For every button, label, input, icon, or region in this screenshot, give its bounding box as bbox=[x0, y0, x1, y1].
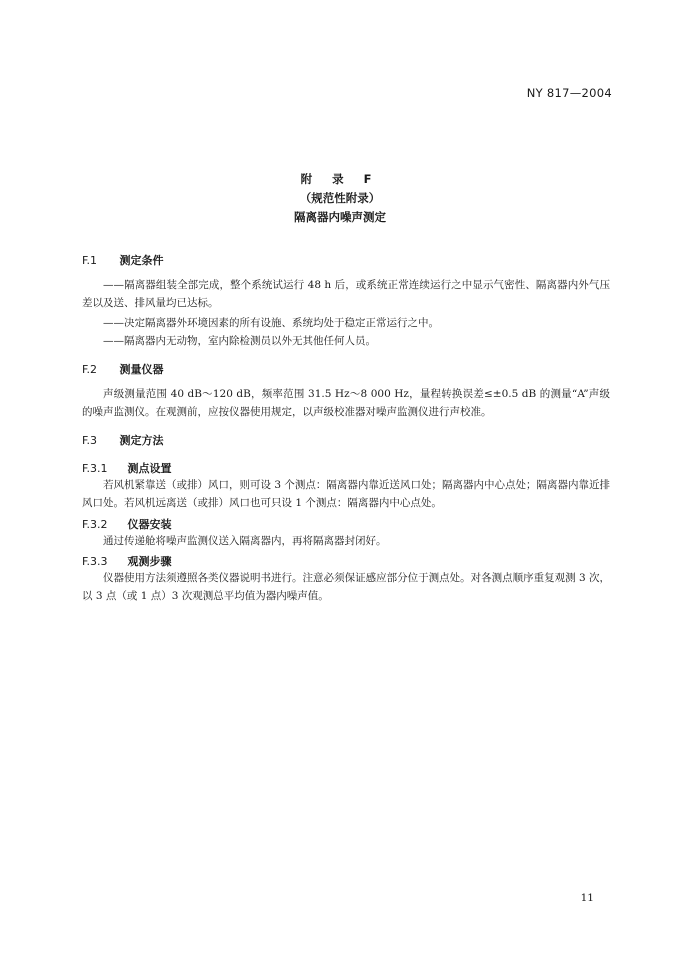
section-heading-f2 bbox=[82, 361, 164, 377]
page-number: 11 bbox=[580, 892, 594, 904]
section-number: F.3 bbox=[82, 434, 98, 447]
appendix-title: 附 录 F bbox=[300, 172, 380, 186]
section-number: F.3.1 bbox=[82, 462, 108, 475]
section-number: F.2 bbox=[82, 363, 98, 376]
section-heading-f3 bbox=[82, 432, 164, 448]
paragraph: 仪器使用方法须遵照各类仪器说明书进行。注意必须保证感应部分位于测点处。对各测点顺序重复观测 3 次，以 3 点（或 1 点）3 次观测总平均值为器内噪声值。 bbox=[82, 572, 610, 602]
section-heading-f1 bbox=[82, 252, 164, 268]
section-number: F.3.3 bbox=[82, 555, 108, 568]
paragraph: ——决定隔离器外环境因素的所有设施、系统均处于稳定正常运行之中。 bbox=[103, 317, 439, 329]
section-heading-f3-2 bbox=[82, 516, 172, 532]
paragraph: ——隔离器组装全部完成，整个系统试运行 48 h 后，或系统正常连续运行之中显示气密性、隔离器内外气压差以及送、排风量均已达标。 bbox=[82, 279, 610, 309]
section-title: 仪器安装 bbox=[127, 518, 172, 531]
section-title: 测定条件 bbox=[119, 254, 164, 267]
standard-code: NY 817—2004 bbox=[526, 86, 612, 100]
section-heading-f3-1 bbox=[82, 460, 172, 476]
appendix-name: 隔离器内噪声测定 bbox=[294, 210, 386, 224]
paragraph: 若风机紧靠送（或排）风口，则可设 3 个测点：隔离器内靠近送风口处；隔离器内中心点处；隔离器内靠近排风口处。若风机远离送（或排）风口也可只设 1 个测点：隔离器内中心点处。 bbox=[82, 479, 610, 509]
paragraph: ——隔离器内无动物，室内除检测员以外无其他任何人员。 bbox=[103, 335, 376, 347]
section-title: 测量仪器 bbox=[119, 363, 164, 376]
section-heading-f3-3 bbox=[82, 553, 172, 569]
section-number: F.3.2 bbox=[82, 518, 108, 531]
paragraph: 声级测量范围 40 dB～120 dB，频率范围 31.5 Hz～8 000 Hz，量程转换误差≤±0.5 dB 的测量“A”声级的噪声监测仪。在观测前，应按仪器使用规定，以声级校准器对噪声监测仪进行声校准。 bbox=[82, 388, 610, 418]
section-title: 测定方法 bbox=[119, 434, 164, 447]
section-number: F.1 bbox=[82, 254, 98, 267]
section-title: 测点设置 bbox=[127, 462, 172, 475]
appendix-type: （规范性附录） bbox=[299, 191, 381, 205]
section-title: 观测步骤 bbox=[127, 555, 172, 568]
paragraph: 通过传递舱将噪声监测仪送入隔离器内，再将隔离器封闭好。 bbox=[103, 535, 387, 547]
